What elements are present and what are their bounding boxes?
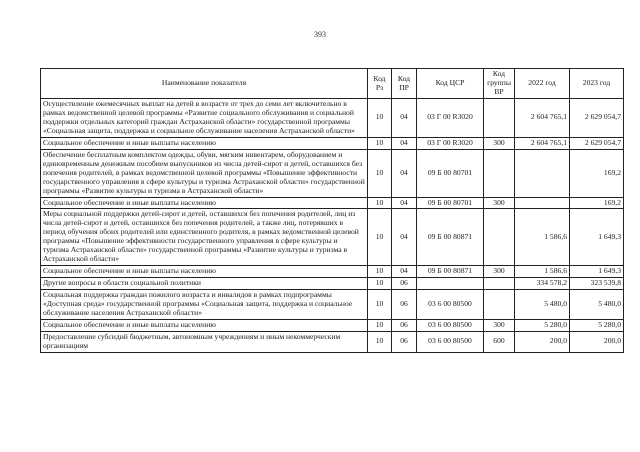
row-vr: 300 — [484, 197, 515, 209]
row-rz: 10 — [368, 149, 392, 197]
row-rz: 10 — [368, 290, 392, 320]
row-pr: 06 — [392, 278, 417, 290]
row-pr: 06 — [392, 290, 417, 320]
header-csr: Код ЦСР — [417, 69, 484, 99]
row-2022 — [515, 149, 570, 197]
header-2022: 2022 год — [515, 69, 570, 99]
row-csr: 09 Б 00 80871 — [417, 266, 484, 278]
row-csr: 09 Б 00 80701 — [417, 149, 484, 197]
row-2023: 169,2 — [570, 197, 624, 209]
row-2022 — [515, 197, 570, 209]
row-csr: 03 Г 00 R3020 — [417, 137, 484, 149]
row-pr: 06 — [392, 319, 417, 331]
row-vr — [484, 149, 515, 197]
table-row — [41, 278, 624, 290]
row-2023: 169,2 — [570, 149, 624, 197]
budget-table — [40, 68, 624, 353]
row-rz: 10 — [368, 99, 392, 138]
row-pr: 04 — [392, 149, 417, 197]
row-2023: 323 539,8 — [570, 278, 624, 290]
row-name: Предоставление субсидий бюджетным, автономным учреждениям и иным некоммерческим организациям — [41, 331, 368, 352]
row-2022: 334 578,2 — [515, 278, 570, 290]
row-rz: 10 — [368, 266, 392, 278]
row-vr — [484, 290, 515, 320]
table-row — [41, 331, 624, 352]
row-pr: 06 — [392, 331, 417, 352]
row-name: Меры социальной поддержки детей-сирот и детей, оставшихся без попечения родителей, лиц из числа детей-сирот и детей, оставшихся без попечения родителей, а также лиц, потерявших в период обучения обоих родителей или единственного родителя, в рамках ведомственной целевой программы «Повышение эффективности государственного управления в сфере культуры и туризма Астраханской области» государственной программы «Развитие культуры и туризма в Астраханской области» — [41, 209, 368, 266]
row-2022: 1 586,6 — [515, 209, 570, 266]
table-row — [41, 137, 624, 149]
row-pr: 04 — [392, 137, 417, 149]
row-2022: 200,0 — [515, 331, 570, 352]
row-pr: 04 — [392, 197, 417, 209]
table-row — [41, 149, 624, 197]
row-csr: 03 6 00 80500 — [417, 290, 484, 320]
row-2023: 1 649,3 — [570, 209, 624, 266]
row-vr: 600 — [484, 331, 515, 352]
page-number: 393 — [314, 30, 326, 39]
row-2023: 5 280,0 — [570, 319, 624, 331]
row-2023: 2 629 054,7 — [570, 99, 624, 138]
row-csr: 03 6 00 80500 — [417, 319, 484, 331]
row-name: Социальная поддержка граждан пожилого возраста и инвалидов в рамках подпрограммы «Доступная среда» государственной программы «Социальная защита, поддержка и социальное обслуживание населения Астраханской области» — [41, 290, 368, 320]
row-rz: 10 — [368, 278, 392, 290]
row-rz: 10 — [368, 319, 392, 331]
row-csr: 09 Б 00 80701 — [417, 197, 484, 209]
header-rz: Код Рз — [368, 69, 392, 99]
row-name: Социальное обеспечение и иные выплаты населению — [41, 197, 368, 209]
row-vr — [484, 278, 515, 290]
row-csr — [417, 278, 484, 290]
header-vr: Код группы ВР — [484, 69, 515, 99]
row-vr — [484, 209, 515, 266]
row-vr: 300 — [484, 137, 515, 149]
row-csr: 03 Г 00 R3020 — [417, 99, 484, 138]
row-name: Обеспечение бесплатным комплектом одежды, обуви, мягким инвентарем, оборудованием и единовременным денежным пособием выпускников из числа детей-сирот и детей, оставшихся без попечения родителей, в рамках ведомственной целевой программы «Повышение эффективности государственного управления в сфере культуры и туризма Астраханской области» государственной программы «Развитие культуры и туризма в Астраханской области» — [41, 149, 368, 197]
row-2023: 2 629 054,7 — [570, 137, 624, 149]
row-name: Социальное обеспечение и иные выплаты населению — [41, 137, 368, 149]
row-csr: 03 6 00 80500 — [417, 331, 484, 352]
row-2022: 1 586,6 — [515, 266, 570, 278]
row-rz: 10 — [368, 331, 392, 352]
table-row — [41, 290, 624, 320]
table-row — [41, 319, 624, 331]
row-vr — [484, 99, 515, 138]
row-name: Социальное обеспечение и иные выплаты населению — [41, 266, 368, 278]
row-2022: 2 604 765,1 — [515, 137, 570, 149]
row-pr: 04 — [392, 99, 417, 138]
row-name: Осуществление ежемесячных выплат на детей в возрасте от трех до семи лет включительно в рамках ведомственной целевой программы «Развитие социального обслуживания и социальной поддержки отдельных категорий граждан Астраханской области» государственной программы «Социальная защита, поддержка и социальное обслуживание населения Астраханской области» — [41, 99, 368, 138]
row-2022: 5 480,0 — [515, 290, 570, 320]
row-vr: 300 — [484, 266, 515, 278]
row-name: Социальное обеспечение и иные выплаты населению — [41, 319, 368, 331]
row-rz: 10 — [368, 197, 392, 209]
table-row — [41, 209, 624, 266]
table-row — [41, 197, 624, 209]
row-rz: 10 — [368, 209, 392, 266]
row-csr: 09 Б 00 80871 — [417, 209, 484, 266]
row-2023: 200,0 — [570, 331, 624, 352]
header-name: Наименование показателя — [41, 69, 368, 99]
header-2023: 2023 год — [570, 69, 624, 99]
table-row — [41, 266, 624, 278]
row-vr: 300 — [484, 319, 515, 331]
row-pr: 04 — [392, 209, 417, 266]
row-name: Другие вопросы в области социальной политики — [41, 278, 368, 290]
row-2023: 5 480,0 — [570, 290, 624, 320]
row-2022: 5 280,0 — [515, 319, 570, 331]
row-rz: 10 — [368, 137, 392, 149]
header-pr: Код ПР — [392, 69, 417, 99]
table-row — [41, 99, 624, 138]
row-pr: 04 — [392, 266, 417, 278]
table-header-row — [41, 69, 624, 99]
row-2022: 2 604 765,1 — [515, 99, 570, 138]
row-2023: 1 649,3 — [570, 266, 624, 278]
